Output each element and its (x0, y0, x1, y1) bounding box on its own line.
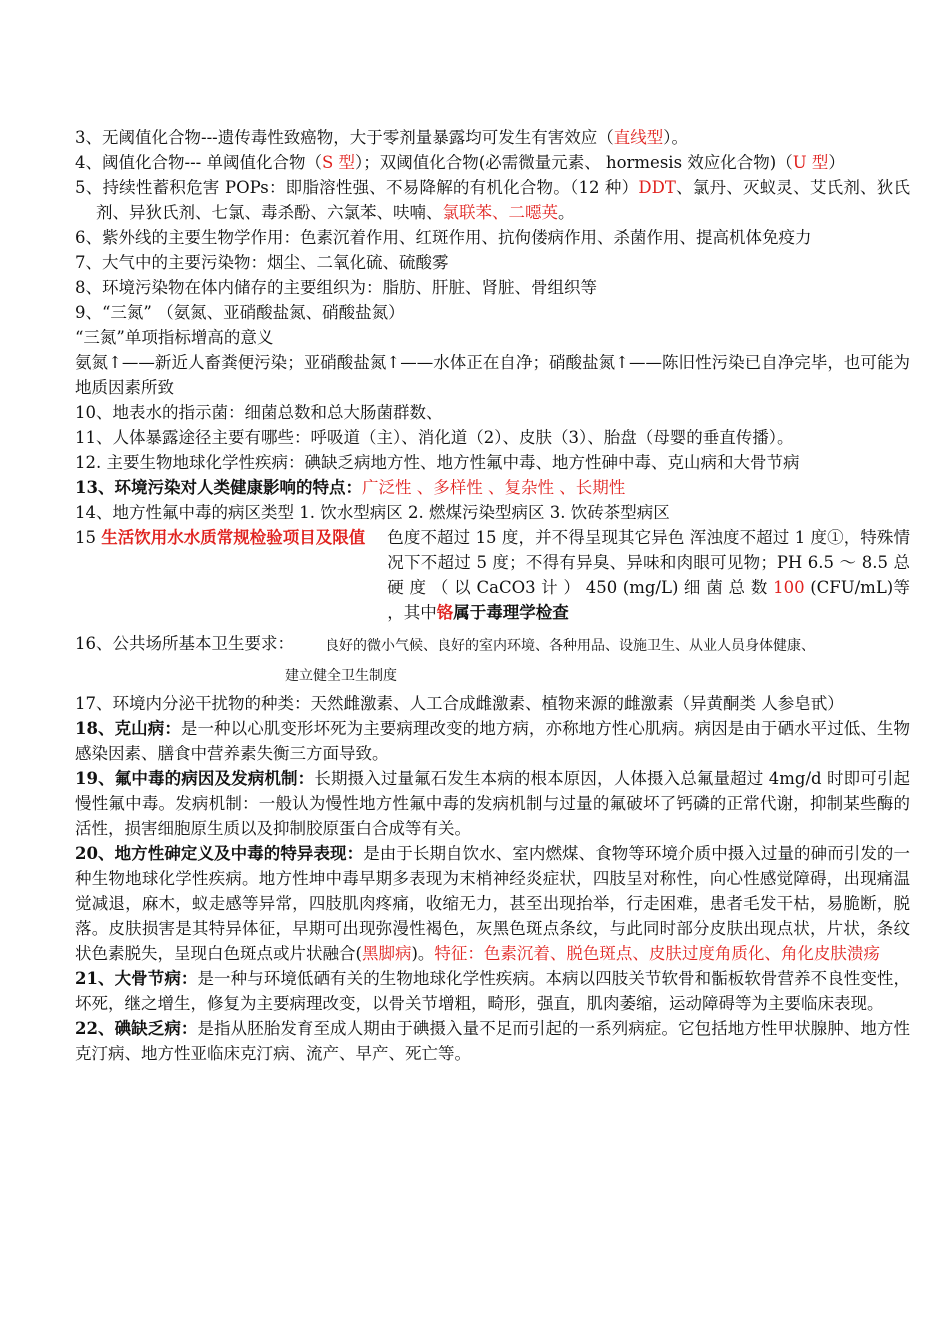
item-20-highlight-2: 特征：色素沉着、脱色斑点、皮肤过度角质化、角化皮肤溃疡 (434, 944, 880, 963)
item-15-text-2: (CFU/mL)等 ，其中 (387, 578, 911, 622)
item-19 (75, 766, 910, 841)
item-5-text: 5、持续性蓄积危害 POPs：即脂溶性强、不易降解的有机化合物。（12 种） (75, 178, 639, 197)
item-22-heading: 22、碘缺乏病： (75, 1019, 198, 1038)
item-4-text-2: ）；双阈值化合物(必需微量元素、 hormesis 效应化合物)（ (355, 153, 793, 172)
item-4-highlight-s: S 型 (321, 153, 356, 172)
item-7: 7、大气中的主要污染物：烟尘、二氧化硫、硫酸雾 (75, 253, 449, 272)
item-5-highlight-ddt: DDT (638, 178, 676, 197)
item-20 (75, 841, 910, 966)
item-15-tail: 属于毒理学检查 (453, 603, 569, 622)
item-13 (75, 475, 910, 500)
item-17-label: 17、环境内分泌干扰物的种类： (75, 694, 311, 713)
item-5-tail: 。 (558, 203, 575, 222)
item-15-title: 生活饮用水水质常规检验项目及限值 (101, 528, 366, 547)
item-18-heading: 18、克山病： (75, 719, 181, 738)
item-9-meaning: 氨氮↑——新近人畜粪便污染；亚硝酸盐氮↑——水体正在自净；硝酸盐氮↑——陈旧性污染已自净完毕，也可能为地质因素所致 (75, 353, 910, 397)
item-15-body (365, 525, 910, 625)
item-9-subtitle: “三氮”单项指标增高的意义 (75, 328, 274, 347)
item-3-highlight: 直线型 (613, 128, 664, 147)
item-21-text: 是一种与环境低硒有关的生物地球化学性疾病。本病以四肢关节软骨和骺板软骨营养不良性变性，坏死，继之增生，修复为主要病理改变，以骨关节增粗，畸形，强直，肌肉萎缩，运动障碍等为主要临床表现。 (75, 969, 910, 1013)
item-14: 14、地方性氟中毒的病区类型 1. 饮水型病区 2. 燃煤污染型病区 3. 饮砖茶型病区 (75, 503, 670, 522)
item-15-highlight-100: 100 (773, 578, 805, 597)
item-9: 9、“三氮” （氨氮、亚硝酸盐氮、硝酸盐氮） (75, 303, 405, 322)
item-19-text: 长期摄入过量氟石发生本病的根本原因，人体摄入总氟量超过 4mg/d 时即可引起慢性氟中毒。发病机制：一般认为慢性地方性氟中毒的发病机制与过量的氟破坏了钙磷的正常代谢，抑制某些酶的活性，损害细胞原生质以及抑制胶原蛋白合成等有关。 (75, 769, 910, 838)
item-5-highlight-2: 氯联苯、二噁英 (442, 203, 558, 222)
item-5-text-2: 、氯丹、灭蚁灵、艾氏剂、狄氏剂、异狄氏剂、七氯、毒杀酚、六氯苯、呋喃、 (96, 178, 910, 222)
item-11: 11、人体暴露途径主要有哪些：呼吸道（主）、消化道（2）、皮肤（3）、胎盘（母婴的垂直传播）。 (75, 428, 794, 447)
item-3 (75, 125, 910, 150)
item-3-text: 3、无阈值化合物---遗传毒性致癌物，大于零剂量暴露均可发生有害效应（ (75, 128, 614, 147)
item-15-label (75, 525, 365, 625)
item-15 (75, 525, 910, 625)
item-4-text: 4、阈值化合物--- 单阈值化合物（ (75, 153, 322, 172)
item-22-text: 是指从胚胎发育至成人期由于碘摄入量不足而引起的一系列病症。它包括地方性甲状腺肿、地方性克汀病、地方性亚临床克汀病、流产、早产、死亡等。 (75, 1019, 910, 1063)
item-15-highlight-chromium: 铬 (436, 603, 454, 622)
item-12: 12. 主要生物地球化学性疾病：碘缺乏病地方性、地方性氟中毒、地方性砷中毒、克山病和大骨节病 (75, 453, 800, 472)
item-6: 6、紫外线的主要生物学作用：色素沉着作用、红斑作用、抗佝偻病作用、杀菌作用、提高机体免疫力 (75, 228, 812, 247)
item-4-tail: ） (828, 153, 845, 172)
item-18-text: 是一种以心肌变形坏死为主要病理改变的地方病，亦称地方性心肌病。病因是由于硒水平过低、生物感染因素、膳食中营养素失衡三方面导致。 (75, 719, 911, 763)
item-16-text: 良好的微小气候、良好的室内环境、各种用品、设施卫生、从业人员身体健康、 (325, 638, 815, 654)
item-13-heading: 13、环境污染对人类健康影响的特点： (75, 478, 362, 497)
item-21 (75, 966, 910, 1016)
item-13-highlight: 广泛性 、多样性 、复杂性 、长期性 (361, 478, 626, 497)
item-5 (75, 175, 910, 225)
item-4 (75, 150, 910, 175)
item-4-highlight-u: U 型 (792, 153, 829, 172)
item-20-text: 是由于长期自饮水、室内燃煤、食物等环境介质中摄入过量的砷而引发的一种生物地球化学性疾病。地方性坤中毒早期多表现为末梢神经炎症状，四肢呈对称性，向心性感觉障碍，出现痛温觉减退，麻木，蚁走感等异常，四肢肌肉疼痛，收缩无力，甚至出现抬举，行走困难，患者毛发干枯，易脆断，脱落。皮肤损害是其特异体征，早期可出现弥漫性褐色，灰黑色斑点条纹，与此同时部分皮肤出现点状，片状，条纹状色素脱失，呈现白色斑点或片状融合( (75, 844, 910, 963)
item-8: 8、环境污染物在体内储存的主要组织为：脂肪、肝脏、肾脏、骨组织等 (75, 278, 597, 297)
item-22 (75, 1016, 910, 1066)
item-16-label: 16、公共场所基本卫生要求： (75, 634, 294, 653)
item-15-text: 色度不超过 15 度，并不得呈现其它异色 浑浊度不超过 1 度①，特殊情况下不超过 5 度；不得有异臭、异味和肉眼可见物；PH 6.5 ～ 8.5 总 硬 度 （ 以 CaCO3 计 ） 450 (mg/L) 细 菌 总 数 (387, 528, 910, 597)
item-21-heading: 21、大骨节病： (75, 969, 198, 988)
item-19-heading: 19、氟中毒的病因及发病机制： (75, 769, 315, 788)
item-17-text: 天然雌激素、人工合成雌激素、植物来源的雌激素（异黄酮类 人参皂甙） (310, 694, 844, 713)
item-20-heading: 20、地方性砷定义及中毒的特异表现： (75, 844, 364, 863)
item-10: 10、地表水的指示菌：细菌总数和总大肠菌群数、 (75, 403, 443, 422)
item-17 (75, 691, 910, 716)
item-16-continued: 建立健全卫生制度 (285, 668, 397, 684)
item-3-tail: ）。 (663, 128, 688, 147)
item-18 (75, 716, 910, 766)
item-15-number: 15 (75, 528, 102, 547)
item-16 (75, 631, 910, 661)
item-20-highlight-1: 黑脚病 (361, 944, 412, 963)
item-20-text-2: )。 (411, 944, 435, 963)
